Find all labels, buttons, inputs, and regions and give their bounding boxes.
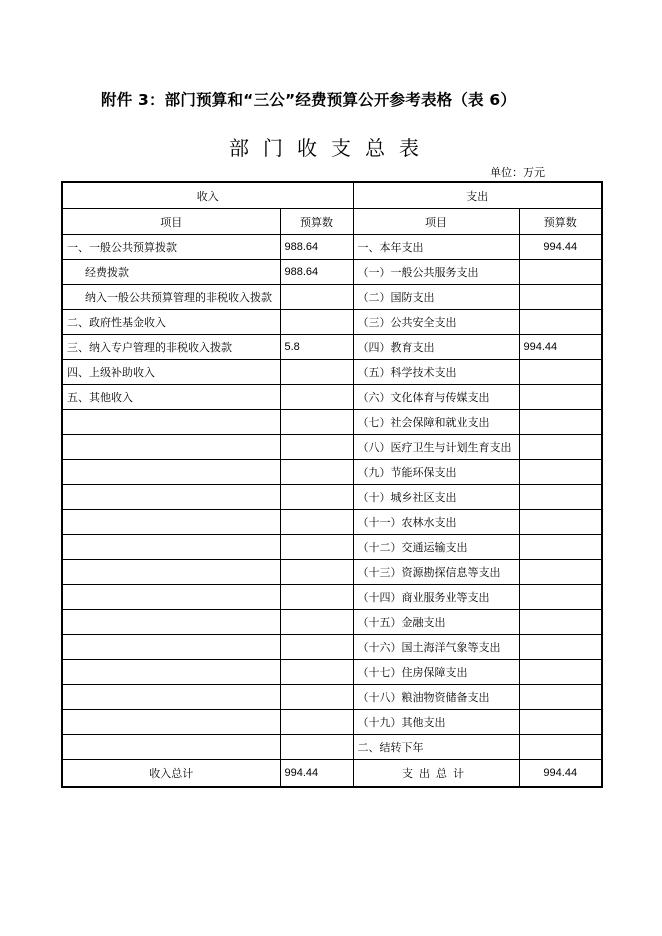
income-value-cell xyxy=(280,735,353,760)
income-total-value: 994.44 xyxy=(280,760,353,788)
expense-value-cell xyxy=(519,360,602,385)
table-row xyxy=(62,260,602,285)
income-value-cell: 988.64 xyxy=(280,235,353,260)
expense-value-cell xyxy=(519,460,602,485)
column-header-row xyxy=(62,209,602,235)
table-row xyxy=(62,435,602,460)
expense-value-cell xyxy=(519,560,602,585)
income-value-cell xyxy=(280,385,353,410)
table-row xyxy=(62,335,602,360)
income-item-cell xyxy=(62,460,280,485)
expense-item-cell: （十七）住房保障支出 xyxy=(353,660,519,685)
income-value-cell xyxy=(280,660,353,685)
expense-item-cell: （十）城乡社区支出 xyxy=(353,485,519,510)
income-item-cell xyxy=(62,535,280,560)
budget-table xyxy=(61,181,603,788)
expense-item-cell: （七）社会保障和就业支出 xyxy=(353,410,519,435)
table-row xyxy=(62,385,602,410)
table-row xyxy=(62,235,602,260)
expense-item-cell: （十五）金融支出 xyxy=(353,610,519,635)
income-item-cell xyxy=(62,635,280,660)
income-item-cell xyxy=(62,660,280,685)
income-item-cell: 二、政府性基金收入 xyxy=(62,310,280,335)
income-value-cell xyxy=(280,610,353,635)
expense-item-cell: 一、本年支出 xyxy=(353,235,519,260)
expense-value-cell xyxy=(519,260,602,285)
expense-budget-col-header: 预算数 xyxy=(519,209,602,235)
expense-item-cell: （四）教育支出 xyxy=(353,335,519,360)
income-value-cell xyxy=(280,485,353,510)
expense-item-cell: （十八）粮油物资储备支出 xyxy=(353,685,519,710)
table-row xyxy=(62,660,602,685)
income-total-label: 收入总计 xyxy=(62,760,280,788)
expense-item-cell: （十二）交通运输支出 xyxy=(353,535,519,560)
expense-value-cell xyxy=(519,485,602,510)
expense-item-cell: （六）文化体育与传媒支出 xyxy=(353,385,519,410)
expense-item-cell: （八）医疗卫生与计划生育支出 xyxy=(353,435,519,460)
income-value-cell: 5.8 xyxy=(280,335,353,360)
expense-item-cell: （十三）资源勘探信息等支出 xyxy=(353,560,519,585)
income-value-cell xyxy=(280,510,353,535)
expense-item-cell: （二）国防支出 xyxy=(353,285,519,310)
income-value-cell xyxy=(280,535,353,560)
expense-total-label: 支出总计 xyxy=(353,760,519,788)
income-item-cell xyxy=(62,435,280,460)
expense-value-cell xyxy=(519,710,602,735)
table-row xyxy=(62,685,602,710)
table-row xyxy=(62,735,602,760)
expense-value-cell xyxy=(519,310,602,335)
income-item-cell: 五、其他收入 xyxy=(62,385,280,410)
income-value-cell xyxy=(280,460,353,485)
income-value-cell xyxy=(280,410,353,435)
income-item-cell xyxy=(62,710,280,735)
table-row xyxy=(62,310,602,335)
income-value-cell xyxy=(280,635,353,660)
page-title: 部门收支总表 xyxy=(229,136,433,160)
income-item-cell: 三、纳入专户管理的非税收入拨款 xyxy=(62,335,280,360)
income-header: 收入 xyxy=(62,182,353,209)
income-value-cell xyxy=(280,585,353,610)
expense-value-cell xyxy=(519,660,602,685)
income-value-cell xyxy=(280,560,353,585)
expense-item-col-header: 项目 xyxy=(353,209,519,235)
table-row xyxy=(62,535,602,560)
income-value-cell xyxy=(280,685,353,710)
table-row xyxy=(62,610,602,635)
expense-item-cell: （十六）国土海洋气象等支出 xyxy=(353,635,519,660)
expense-value-cell xyxy=(519,510,602,535)
income-item-cell xyxy=(62,410,280,435)
expense-item-cell: （三）公共安全支出 xyxy=(353,310,519,335)
income-budget-col-header: 预算数 xyxy=(280,209,353,235)
income-item-cell xyxy=(62,485,280,510)
expense-value-cell xyxy=(519,410,602,435)
table-row xyxy=(62,585,602,610)
income-item-cell xyxy=(62,735,280,760)
section-header-row xyxy=(62,182,602,209)
expense-value-cell xyxy=(519,285,602,310)
expense-item-cell: （五）科学技术支出 xyxy=(353,360,519,385)
income-value-cell xyxy=(280,310,353,335)
income-item-cell xyxy=(62,560,280,585)
expense-value-cell xyxy=(519,585,602,610)
income-value-cell: 988.64 xyxy=(280,260,353,285)
expense-value-cell: 994.44 xyxy=(519,235,602,260)
expense-item-cell: （十一）农林水支出 xyxy=(353,510,519,535)
income-item-cell xyxy=(62,685,280,710)
table-row xyxy=(62,710,602,735)
income-value-cell xyxy=(280,360,353,385)
expense-value-cell xyxy=(519,735,602,760)
expense-item-cell: （十四）商业服务业等支出 xyxy=(353,585,519,610)
income-item-cell: 一、一般公共预算拨款 xyxy=(62,235,280,260)
table-row xyxy=(62,360,602,385)
table-row xyxy=(62,410,602,435)
expense-item-cell: （一）一般公共服务支出 xyxy=(353,260,519,285)
expense-total-value: 994.44 xyxy=(519,760,602,788)
income-item-cell: 经费拨款 xyxy=(62,260,280,285)
expense-header: 支出 xyxy=(353,182,602,209)
table-row xyxy=(62,485,602,510)
income-value-cell xyxy=(280,710,353,735)
income-item-cell: 四、上级补助收入 xyxy=(62,360,280,385)
income-item-cell xyxy=(62,585,280,610)
expense-value-cell xyxy=(519,435,602,460)
expense-value-cell xyxy=(519,685,602,710)
table-row xyxy=(62,510,602,535)
expense-item-cell: （十九）其他支出 xyxy=(353,710,519,735)
table-row xyxy=(62,635,602,660)
income-value-cell xyxy=(280,435,353,460)
unit-label: 单位：万元 xyxy=(490,166,545,179)
income-value-cell xyxy=(280,285,353,310)
expense-value-cell xyxy=(519,610,602,635)
expense-value-cell xyxy=(519,635,602,660)
attachment-heading: 附件 3：部门预算和“三公”经费预算公开参考表格（表 6） xyxy=(101,91,517,109)
income-item-cell xyxy=(62,610,280,635)
table-row xyxy=(62,560,602,585)
expense-item-cell: （九）节能环保支出 xyxy=(353,460,519,485)
table-row xyxy=(62,285,602,310)
totals-row xyxy=(62,760,602,788)
expense-value-cell xyxy=(519,385,602,410)
expense-value-cell: 994.44 xyxy=(519,335,602,360)
expense-value-cell xyxy=(519,535,602,560)
income-item-col-header: 项目 xyxy=(62,209,280,235)
table-row xyxy=(62,460,602,485)
expense-item-cell: 二、结转下年 xyxy=(353,735,519,760)
income-item-cell: 纳入一般公共预算管理的非税收入拨款 xyxy=(62,285,280,310)
income-item-cell xyxy=(62,510,280,535)
